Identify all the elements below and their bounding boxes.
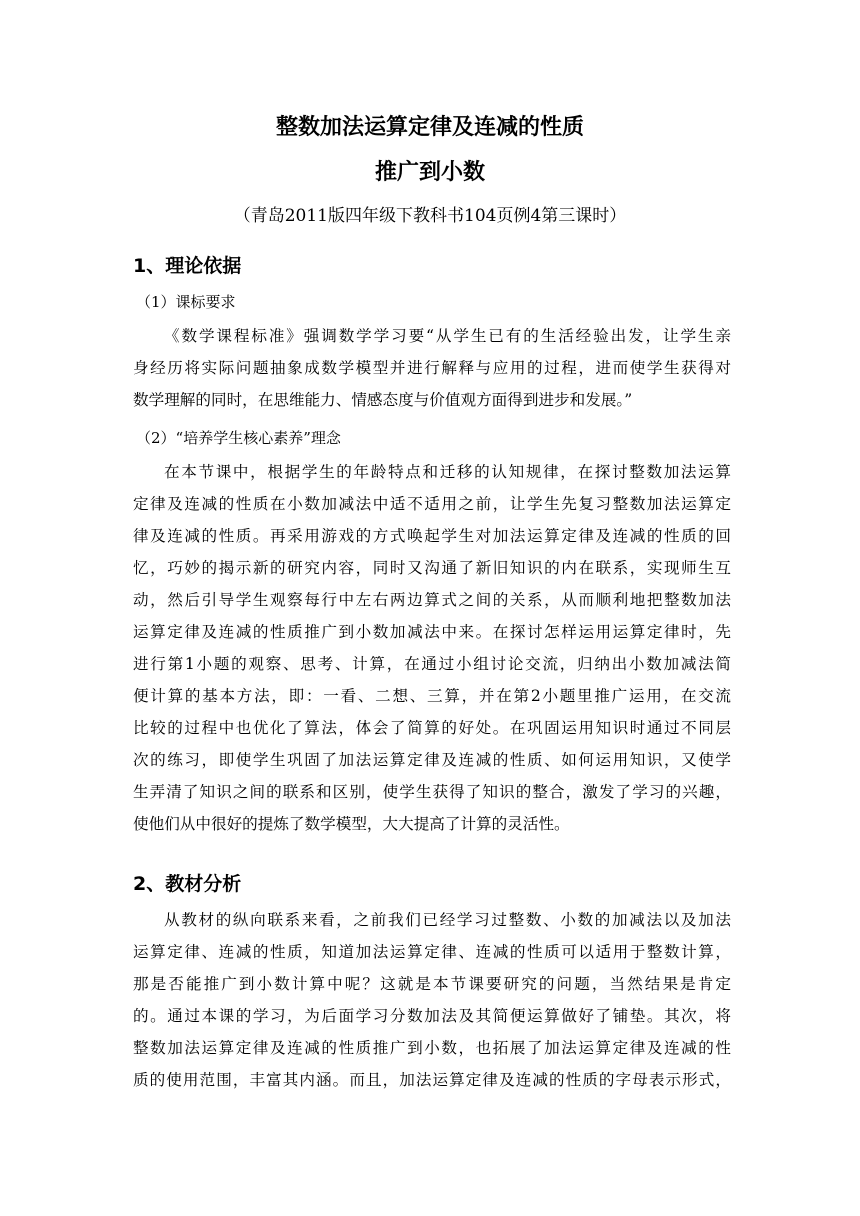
paragraph-line: 整数加法运算定律及连减的性质推广到小数，也拓展了加法运算定律及连减的性 xyxy=(133,1039,731,1057)
paragraph-line: 数学理解的同时，在思维能力、情感态度与价值观方面得到进步和发展。” xyxy=(133,391,633,409)
paragraph-core-literacy xyxy=(133,456,731,840)
paragraph-line: 次的练习，即使学生巩固了加法运算定律及连减的性质、如何运用知识，又使学 xyxy=(133,751,731,769)
paragraph-line: 便计算的基本方法，即：一看、二想、三算，并在第2小题里推广运用，在交流 xyxy=(133,687,731,705)
paragraph-line: 《数学课程标准》强调数学学习要“从学生已有的生活经验出发，让学生亲 xyxy=(164,327,731,345)
section-heading-theory-basis: 1、理论依据 xyxy=(133,255,242,277)
paragraph-line: 比较的过程中也优化了算法，体会了简算的好处。在巩固运用知识时通过不同层 xyxy=(133,719,731,737)
section-heading-textbook-analysis: 2、教材分析 xyxy=(133,873,242,895)
subsection-heading-curriculum-standards: （1）课标要求 xyxy=(136,293,236,311)
paragraph-line: 进行第1小题的观察、思考、计算，在通过小组讨论交流，归纳出小数加减法简 xyxy=(133,655,731,673)
paragraph-line: 质的使用范围，丰富其内涵。而且，加法运算定律及连减的性质的字母表示形式， xyxy=(133,1071,731,1089)
paragraph-textbook-analysis xyxy=(133,904,731,1096)
paragraph-line: 运算定律、连减的性质，知道加法运算定律、连减的性质可以适用于整数计算， xyxy=(133,943,731,961)
paragraph-line: 定律及连减的性质在小数加减法中适不适用之前，让学生先复习整数加法运算定 xyxy=(133,495,731,513)
paragraph-curriculum-standards xyxy=(133,320,731,416)
paragraph-line: 动，然后引导学生观察每行中左右两边算式之间的关系，从而顺利地把整数加法 xyxy=(133,591,731,609)
paragraph-line: 身经历将实际问题抽象成数学模型并进行解释与应用的过程，进而使学生获得对 xyxy=(133,359,731,377)
paragraph-line: 生弄清了知识之间的联系和区别，使学生获得了知识的整合，激发了学习的兴趣， xyxy=(133,783,731,801)
paragraph-line: 那是否能推广到小数计算中呢？这就是本节课要研究的问题，当然结果是肯定 xyxy=(133,975,731,993)
paragraph-line: 律及连减的性质。再采用游戏的方式唤起学生对加法运算定律及连减的性质的回 xyxy=(133,527,731,545)
document-title: 整数加法运算定律及连减的性质 xyxy=(275,115,584,140)
paragraph-line: 从教材的纵向联系来看，之前我们已经学习过整数、小数的加减法以及加法 xyxy=(164,911,731,929)
paragraph-line: 的。通过本课的学习，为后面学习分数加法及其简便运算做好了铺垫。其次，将 xyxy=(133,1007,731,1025)
document-title-line2: 推广到小数 xyxy=(374,160,485,185)
paragraph-line: 忆，巧妙的揭示新的研究内容，同时又沟通了新旧知识的内在联系，实现师生互 xyxy=(133,559,731,577)
paragraph-line: 使他们从中很好的提炼了数学模型，大大提高了计算的灵活性。 xyxy=(133,815,570,833)
subsection-heading-core-literacy: （2）“培养学生核心素养”理念 xyxy=(136,429,341,447)
paragraph-line: 在本节课中，根据学生的年龄特点和迁移的认知规律，在探讨整数加法运算 xyxy=(164,463,731,481)
document-subtitle: （青岛2011版四年级下教科书104页例4第三课时） xyxy=(233,206,627,226)
paragraph-line: 运算定律及连减的性质推广到小数加减法中来。在探讨怎样运用运算定律时，先 xyxy=(133,623,731,641)
